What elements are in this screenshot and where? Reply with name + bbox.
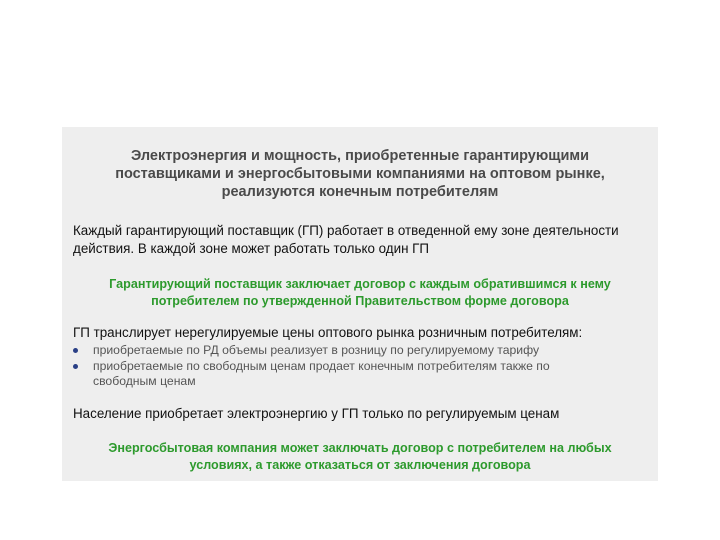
highlight-line: потребителем по утвержденной Правительством форме договора <box>151 294 569 308</box>
paragraph-population <box>73 405 655 423</box>
slide-title <box>62 147 658 201</box>
bullet-icon <box>73 348 78 353</box>
title-line: поставщиками и энергосбытовыми компаниями на оптовом рынке, <box>115 166 605 182</box>
paragraph-gp-prices <box>73 324 655 342</box>
list-item-line: свободным ценам <box>93 374 196 388</box>
paragraph-line: Каждый гарантирующий поставщик (ГП) работает в отведенной ему зоне деятельности <box>73 223 619 238</box>
list-item-line: приобретаемые по РД объемы реализует в розницу по регулируемому тарифу <box>93 343 540 357</box>
slide <box>62 127 658 481</box>
highlight-line: Гарантирующий поставщик заключает договор с каждым обратившимся к нему <box>109 277 611 291</box>
list-item-line: приобретаемые по свободным ценам продает конечным потребителям также по <box>93 358 550 373</box>
list-item <box>73 359 633 390</box>
paragraph-line: Население приобретает электроэнергию у ГП только по регулируемым ценам <box>73 406 560 421</box>
list-item <box>73 343 633 359</box>
bullet-icon <box>73 364 78 369</box>
highlight-line: условиях, а также отказаться от заключения договора <box>189 458 531 472</box>
bullet-list <box>73 343 633 390</box>
highlight-line: Энергосбытовая компания может заключать договор с потребителем на любых <box>108 441 612 455</box>
paragraph-line: ГП транслирует нерегулируемые цены оптового рынка розничным потребителям: <box>73 325 583 340</box>
highlight-sales-company <box>62 440 658 474</box>
highlight-gp-contract <box>62 276 658 310</box>
title-line: реализуются конечным потребителям <box>221 184 499 200</box>
paragraph-line: действия. В каждой зоне может работать только один ГП <box>73 241 430 256</box>
title-line: Электроэнергия и мощность, приобретенные гарантирующими <box>130 148 590 164</box>
paragraph-gp-zone <box>73 222 655 258</box>
